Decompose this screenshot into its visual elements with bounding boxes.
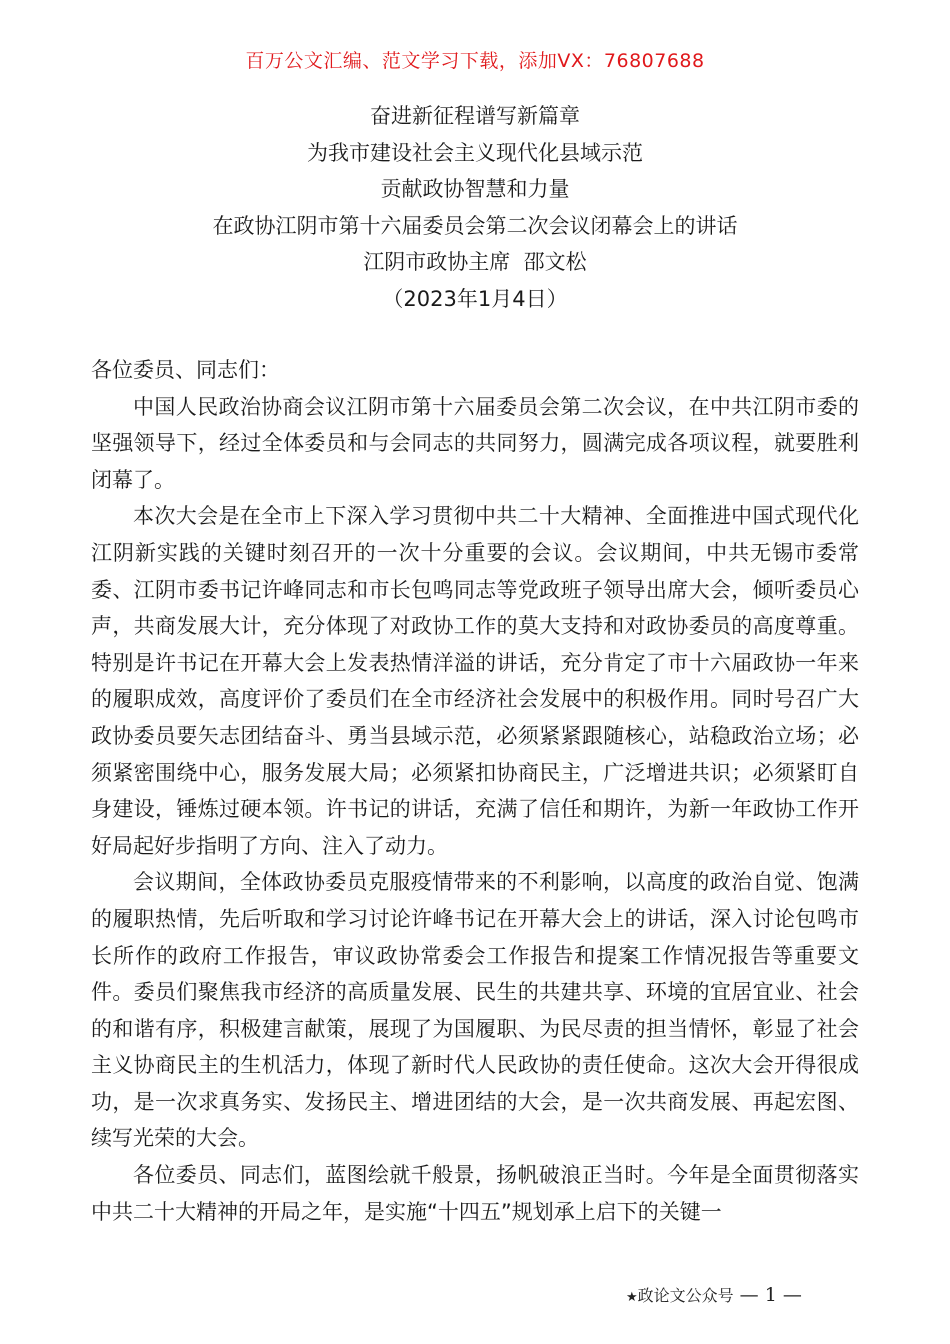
footer-source: 政论文公众号 (637, 1286, 734, 1305)
subtitle-line-1: 为我市建设社会主义现代化县域示范 (307, 140, 643, 165)
star-icon: ★ (626, 1290, 638, 1305)
page-number: — 1 — (739, 1284, 802, 1306)
watermark-banner: 百万公文汇编、范文学习下载，添加VX：76807688 (245, 50, 705, 72)
title-block (0, 98, 950, 317)
speech-body (91, 352, 859, 1230)
speaker-line: 江阴市政协主席 邵文松 (363, 250, 587, 274)
paragraph-2: 本次大会是在全市上下深入学习贯彻中共二十大精神、全面推进中国式现代化江阴新实践的关键时刻召开的一次十分重要的会议。会议期间，中共无锡市委常委、江阴市委书记许峰同志和市长包鸣同志等党政班子领导出席大会，倾听委员心声，共商发展大计，充分体现了对政协工作的莫大支持和对政协委员的高度尊重。特别是许书记在开幕大会上发表热情洋溢的讲话，充分肯定了市十六届政协一年来的履职成效，高度评价了委员们在全市经济社会发展中的积极作用。同时号召广大政协委员要矢志团结奋斗、勇当县域示范，必须紧紧跟随核心，站稳政治立场；必须紧密围绕中心，服务发展大局；必须紧扣协商民主，广泛增进共识；必须紧盯自身建设，锤炼过硬本领。许书记的讲话，充满了信任和期许，为新一年政协工作开好局起好步指明了方向、注入了动力。 (91, 504, 859, 858)
paragraph-4: 各位委员、同志们，蓝图绘就千般景，扬帆破浪正当时。今年是全面贯彻落实中共二十大精神的开局之年，是实施“十四五”规划承上启下的关键一 (91, 1163, 859, 1224)
paragraph-1: 中国人民政治协商会议江阴市第十六届委员会第二次会议，在中共江阴市委的坚强领导下，经过全体委员和与会同志的共同努力，圆满完成各项议程，就要胜利闭幕了。 (91, 394, 859, 492)
speech-date: （2023年1月4日） (382, 286, 568, 311)
main-title: 奋进新征程谱写新篇章 (370, 104, 580, 128)
subtitle-line-2: 贡献政协智慧和力量 (380, 177, 570, 201)
page-footer (626, 1283, 802, 1306)
salutation: 各位委员、同志们： (91, 358, 280, 382)
speech-occasion: 在政协江阴市第十六届委员会第二次会议闭幕会上的讲话 (212, 213, 738, 238)
paragraph-3: 会议期间，全体政协委员克服疫情带来的不利影响，以高度的政治自觉、饱满的履职热情，先后听取和学习讨论许峰书记在开幕大会上的讲话，深入讨论包鸣市长所作的政府工作报告，审议政协常委会工作报告和提案工作情况报告等重要文件。委员们聚焦我市经济的高质量发展、民生的共建共享、环境的宜居宜业、社会的和谐有序，积极建言献策，展现了为国履职、为民尽责的担当情怀，彰显了社会主义协商民主的生机活力，体现了新时代人民政协的责任使命。这次大会开得很成功，是一次求真务实、发扬民主、增进团结的大会，是一次共商发展、再起宏图、续写光荣的大会。 (91, 870, 859, 1151)
